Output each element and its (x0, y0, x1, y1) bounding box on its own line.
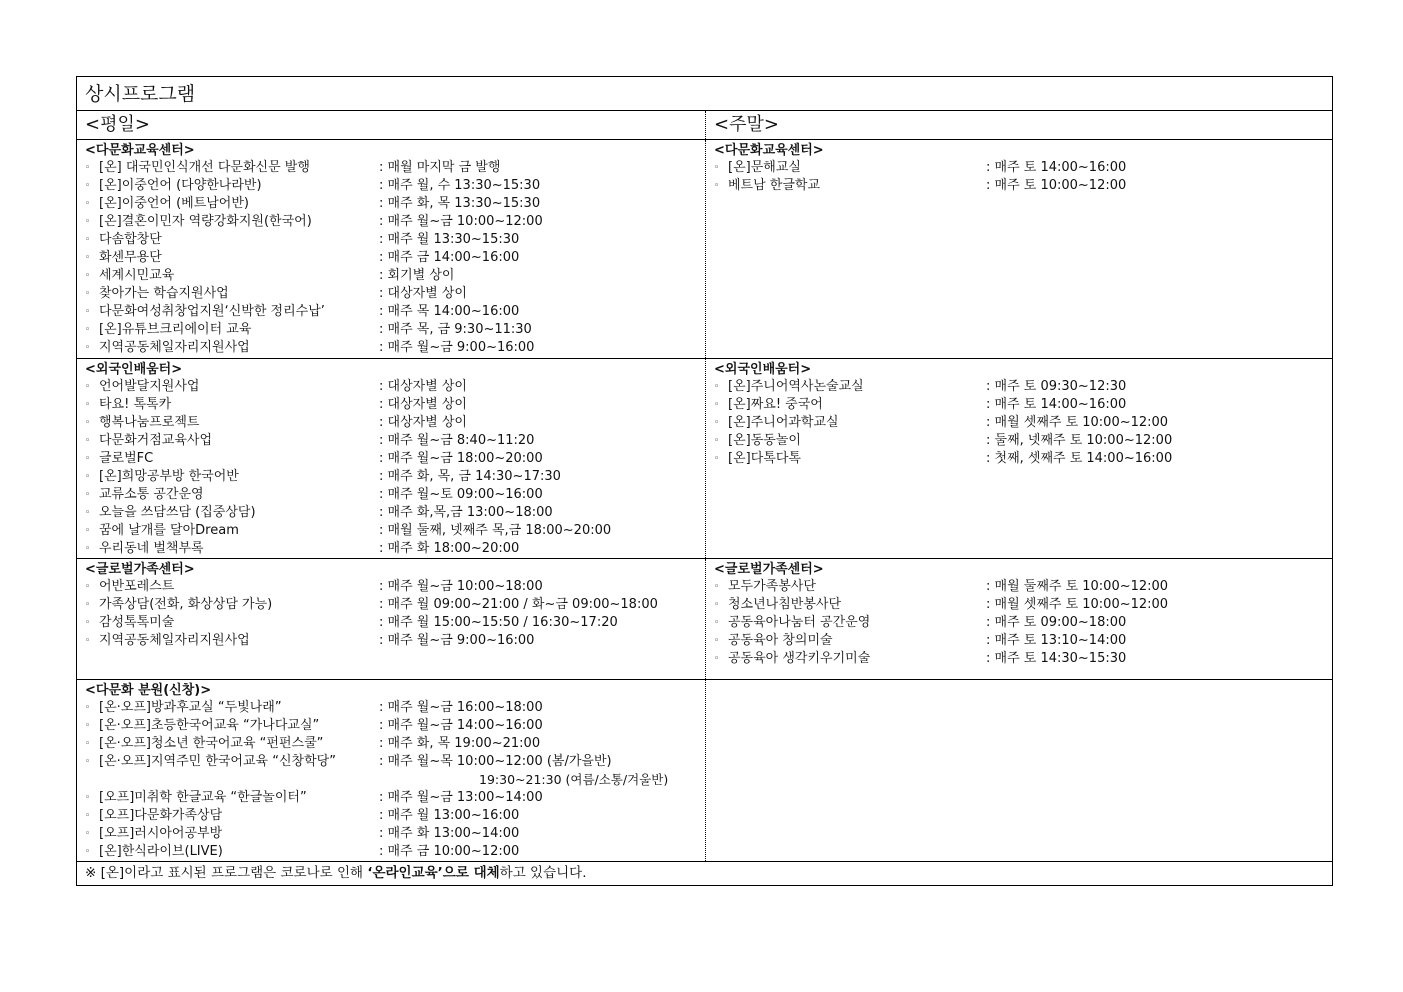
bullet-icon: ◦ (714, 582, 720, 592)
program-item (85, 414, 705, 432)
bullet-icon: ◦ (85, 829, 91, 839)
program-name: 꿈에 날개를 달아Dream (99, 523, 239, 538)
program-item (85, 159, 705, 177)
page-title: 상시프로그램 (77, 77, 1332, 111)
section-row (77, 359, 1332, 559)
section-title: <다문화교육센터> (85, 143, 195, 158)
program-item (85, 339, 705, 357)
bullet-icon: ◦ (714, 618, 720, 628)
program-item (714, 432, 1332, 450)
program-schedule: : 매주 화, 목 19:00~21:00 (379, 736, 541, 751)
program-item (714, 159, 1332, 177)
program-name: [온]이중언어 (다양한나라반) (99, 178, 262, 193)
program-name: [오프]다문화가족상담 (99, 808, 223, 823)
bullet-icon: ◦ (85, 307, 91, 317)
bullet-icon: ◦ (85, 811, 91, 821)
bullet-icon: ◦ (714, 400, 720, 410)
program-item (85, 825, 705, 843)
program-schedule: : 매주 월 13:30~15:30 (379, 232, 520, 247)
bullet-icon: ◦ (85, 739, 91, 749)
program-name: 다문화여성취창업지원‘신박한 정리수납’ (99, 304, 325, 319)
program-item (85, 213, 705, 231)
program-schedule: : 매주 화 13:00~14:00 (379, 826, 520, 841)
program-name: [오프]러시아어공부방 (99, 826, 223, 841)
program-schedule: : 회기별 상이 (379, 268, 455, 283)
bullet-icon: ◦ (85, 436, 91, 446)
bullet-icon: ◦ (714, 600, 720, 610)
section-title: <글로벌가족센터> (85, 562, 195, 577)
program-item (714, 414, 1332, 432)
bullet-icon: ◦ (85, 400, 91, 410)
program-schedule: : 매주 토 09:30~12:30 (986, 379, 1127, 394)
program-name: [온] 대국민인식개선 다문화신문 발행 (99, 160, 310, 175)
program-schedule: : 매주 토 14:00~16:00 (986, 160, 1127, 175)
program-schedule: : 매주 토 14:00~16:00 (986, 397, 1127, 412)
program-schedule: : 매주 토 14:30~15:30 (986, 651, 1127, 666)
program-schedule: : 매주 월~금 16:00~18:00 (379, 700, 543, 715)
section-title: <글로벌가족센터> (714, 562, 824, 577)
program-name: 베트남 한글학교 (728, 178, 821, 193)
section-row (77, 680, 1332, 862)
program-schedule-continued: 19:30~21:30 (여름/소통/겨울반) (479, 772, 669, 787)
bullet-icon: ◦ (85, 343, 91, 353)
program-name: 교류소통 공간운영 (99, 487, 204, 502)
program-name: 공동육아 창의미술 (728, 633, 833, 648)
program-item (85, 486, 705, 504)
program-schedule: : 매주 화 18:00~20:00 (379, 541, 520, 556)
program-schedule: : 매주 화,목,금 13:00~18:00 (379, 505, 553, 520)
program-schedule: : 매주 금 14:00~16:00 (379, 250, 520, 265)
bullet-icon: ◦ (714, 436, 720, 446)
program-item (85, 432, 705, 450)
program-item (714, 632, 1332, 650)
program-item (85, 396, 705, 414)
program-schedule: : 매주 월~금 10:00~12:00 (379, 214, 543, 229)
program-schedule: : 매월 둘째주 토 10:00~12:00 (986, 579, 1169, 594)
program-item (85, 450, 705, 468)
weekend-section (706, 559, 1332, 679)
bullet-icon: ◦ (714, 654, 720, 664)
program-item (85, 540, 705, 558)
header-row (77, 111, 1332, 140)
bullet-icon: ◦ (85, 454, 91, 464)
bullet-icon: ◦ (85, 847, 91, 857)
program-item (85, 807, 705, 825)
program-name: [온]유튜브크리에이터 교육 (99, 322, 252, 337)
program-schedule: : 매주 토 10:00~12:00 (986, 178, 1127, 193)
program-item (714, 650, 1332, 668)
program-name: [온·오프]청소년 한국어교육 “펀펀스쿨” (99, 736, 324, 751)
program-schedule: : 매주 월~토 09:00~16:00 (379, 487, 543, 502)
program-schedule: : 매주 월~금 8:40~11:20 (379, 433, 535, 448)
program-name: 우리동네 벌책부록 (99, 541, 204, 556)
program-name: [온]이중언어 (베트남어반) (99, 196, 249, 211)
program-name: 오늘을 쓰담쓰담 (집중상담) (99, 505, 256, 520)
program-schedule: : 매월 셋째주 토 10:00~12:00 (986, 597, 1169, 612)
bullet-icon: ◦ (714, 382, 720, 392)
program-schedule: : 매주 월 09:00~21:00 / 화~금 09:00~18:00 (379, 597, 658, 612)
program-table (76, 76, 1333, 886)
program-name: 화센무용단 (99, 250, 162, 265)
program-item (85, 285, 705, 303)
program-item (714, 396, 1332, 414)
bullet-icon: ◦ (85, 582, 91, 592)
bullet-icon: ◦ (85, 217, 91, 227)
program-item (85, 789, 705, 807)
bullet-icon: ◦ (85, 618, 91, 628)
section-title: <외국인배움터> (85, 362, 183, 377)
program-item (85, 321, 705, 339)
bullet-icon: ◦ (85, 526, 91, 536)
program-name: 언어발달지원사업 (99, 379, 200, 394)
program-item (85, 699, 705, 717)
bullet-icon: ◦ (85, 235, 91, 245)
weekday-header: <평일> (77, 111, 706, 139)
bullet-icon: ◦ (714, 163, 720, 173)
program-schedule: : 매월 셋째주 토 10:00~12:00 (986, 415, 1169, 430)
program-item (714, 177, 1332, 195)
weekday-section (77, 140, 706, 358)
footer-suffix: 하고 있습니다. (499, 865, 587, 881)
bullet-icon: ◦ (85, 382, 91, 392)
section-row (77, 140, 1332, 359)
program-schedule: : 매주 월~목 10:00~12:00 (봄/가을반) (379, 754, 612, 769)
bullet-icon: ◦ (714, 636, 720, 646)
weekend-section (706, 140, 1332, 358)
program-schedule: : 매주 토 13:10~14:00 (986, 633, 1127, 648)
program-name: [온]다톡다톡 (728, 451, 801, 466)
weekend-section (706, 359, 1332, 558)
bullet-icon: ◦ (85, 600, 91, 610)
program-name: [온]희망공부방 한국어반 (99, 469, 239, 484)
empty-cell (706, 680, 1332, 861)
program-item (85, 843, 705, 861)
bullet-icon: ◦ (85, 721, 91, 731)
bullet-icon: ◦ (714, 418, 720, 428)
program-name: 공동육아나눔터 공간운영 (728, 615, 871, 630)
program-item (85, 504, 705, 522)
section-title: <다문화교육센터> (714, 143, 824, 158)
program-name: 모두가족봉사단 (728, 579, 816, 594)
program-item (85, 717, 705, 735)
program-schedule: : 매주 목, 금 9:30~11:30 (379, 322, 532, 337)
bullet-icon: ◦ (85, 253, 91, 263)
program-schedule: : 매주 월, 수 13:30~15:30 (379, 178, 541, 193)
program-name: 행복나눔프로젝트 (99, 415, 200, 430)
program-name: [온·오프]초등한국어교육 “가나다교실” (99, 718, 320, 733)
weekend-header: <주말> (714, 114, 779, 135)
program-name: [온]한식라이브(LIVE) (99, 844, 223, 859)
program-schedule: : 대상자별 상이 (379, 286, 467, 301)
program-schedule: : 대상자별 상이 (379, 415, 467, 430)
program-item (85, 468, 705, 486)
footer-note (77, 862, 1332, 885)
program-name: 다솜합창단 (99, 232, 162, 247)
program-schedule: : 매주 금 10:00~12:00 (379, 844, 520, 859)
footer-emphasis: ‘온라인교육’으로 대체 (367, 865, 500, 881)
bullet-icon: ◦ (85, 418, 91, 428)
bullet-icon: ◦ (85, 181, 91, 191)
bullet-icon: ◦ (85, 163, 91, 173)
program-item (85, 578, 705, 596)
program-schedule: : 매주 월 13:00~16:00 (379, 808, 520, 823)
program-item (85, 177, 705, 195)
program-name: [온]주니어역사논술교실 (728, 379, 864, 394)
weekday-section (77, 359, 706, 558)
program-schedule: : 매주 토 09:00~18:00 (986, 615, 1127, 630)
program-item (85, 378, 705, 396)
program-name: [온]주니어과학교실 (728, 415, 839, 430)
program-item (85, 195, 705, 213)
program-item (714, 596, 1332, 614)
program-schedule: : 대상자별 상이 (379, 397, 467, 412)
program-name: 타요! 톡톡카 (99, 397, 172, 412)
program-item (714, 450, 1332, 468)
bullet-icon: ◦ (85, 793, 91, 803)
program-item (85, 735, 705, 753)
program-schedule: : 첫째, 셋째주 토 14:00~16:00 (986, 451, 1173, 466)
program-name: 어반포레스트 (99, 579, 175, 594)
program-item (85, 753, 705, 789)
bullet-icon: ◦ (85, 544, 91, 554)
bullet-icon: ◦ (85, 289, 91, 299)
program-item (714, 578, 1332, 596)
program-name: [온]짜요! 중국어 (728, 397, 823, 412)
section-row (77, 559, 1332, 680)
bullet-icon: ◦ (85, 636, 91, 646)
bullet-icon: ◦ (85, 199, 91, 209)
program-schedule: : 매주 월~금 9:00~16:00 (379, 633, 535, 648)
program-name: [온·오프]지역주민 한국어교육 “신창학당” (99, 754, 336, 769)
program-name: 가족상담(전화, 화상상담 가능) (99, 597, 273, 612)
program-name: 지역공동체일자리지원사업 (99, 633, 250, 648)
program-schedule: : 둘째, 넷째주 토 10:00~12:00 (986, 433, 1173, 448)
program-schedule: : 매주 목 14:00~16:00 (379, 304, 520, 319)
bullet-icon: ◦ (85, 325, 91, 335)
section-title: <다문화 분원(신창)> (85, 683, 212, 698)
program-item (85, 267, 705, 285)
program-name: 찾아가는 학습지원사업 (99, 286, 229, 301)
section-title: <외국인배움터> (714, 362, 812, 377)
bullet-icon: ◦ (714, 181, 720, 191)
program-item (714, 378, 1332, 396)
bullet-icon: ◦ (714, 454, 720, 464)
program-schedule: : 매주 화, 목 13:30~15:30 (379, 196, 541, 211)
program-schedule: : 매주 화, 목, 금 14:30~17:30 (379, 469, 561, 484)
program-name: 글로벌FC (99, 451, 154, 466)
program-item (85, 596, 705, 614)
program-name: [온·오프]방과후교실 “두빛나래” (99, 700, 282, 715)
program-name: [온]문해교실 (728, 160, 801, 175)
bullet-icon: ◦ (85, 508, 91, 518)
program-item (714, 614, 1332, 632)
program-schedule: : 매주 월~금 18:00~20:00 (379, 451, 543, 466)
program-name: 지역공동체일자리지원사업 (99, 340, 250, 355)
footer-prefix: ※ [온]이라고 표시된 프로그램은 코로나로 인해 (85, 865, 368, 881)
program-item (85, 614, 705, 632)
bullet-icon: ◦ (85, 472, 91, 482)
program-name: [오프]미취학 한글교육 “한글놀이터” (99, 790, 307, 805)
program-item (85, 632, 705, 650)
program-name: [온]결혼이민자 역량강화지원(한국어) (99, 214, 312, 229)
program-name: 청소년나침반봉사단 (728, 597, 842, 612)
program-name: 공동육아 생각키우기미술 (728, 651, 871, 666)
weekday-section (77, 559, 706, 679)
weekday-section (77, 680, 706, 861)
program-schedule: : 대상자별 상이 (379, 379, 467, 394)
program-name: 감성톡톡미술 (99, 615, 175, 630)
program-schedule: : 매주 월~금 9:00~16:00 (379, 340, 535, 355)
program-item (85, 249, 705, 267)
program-name: [온]동동놀이 (728, 433, 801, 448)
bullet-icon: ◦ (85, 271, 91, 281)
bullet-icon: ◦ (85, 490, 91, 500)
bullet-icon: ◦ (85, 757, 91, 767)
program-name: 세계시민교육 (99, 268, 175, 283)
program-schedule: : 매주 월 15:00~15:50 / 16:30~17:20 (379, 615, 618, 630)
program-schedule: : 매주 월~금 10:00~18:00 (379, 579, 543, 594)
program-schedule: : 매월 마지막 금 발행 (379, 160, 501, 175)
program-item (85, 231, 705, 249)
program-item (85, 303, 705, 321)
program-schedule: : 매월 둘째, 넷째주 목,금 18:00~20:00 (379, 523, 612, 538)
program-schedule: : 매주 월~금 13:00~14:00 (379, 790, 543, 805)
bullet-icon: ◦ (85, 703, 91, 713)
program-schedule: : 매주 월~금 14:00~16:00 (379, 718, 543, 733)
program-item (85, 522, 705, 540)
program-name: 다문화거점교육사업 (99, 433, 213, 448)
